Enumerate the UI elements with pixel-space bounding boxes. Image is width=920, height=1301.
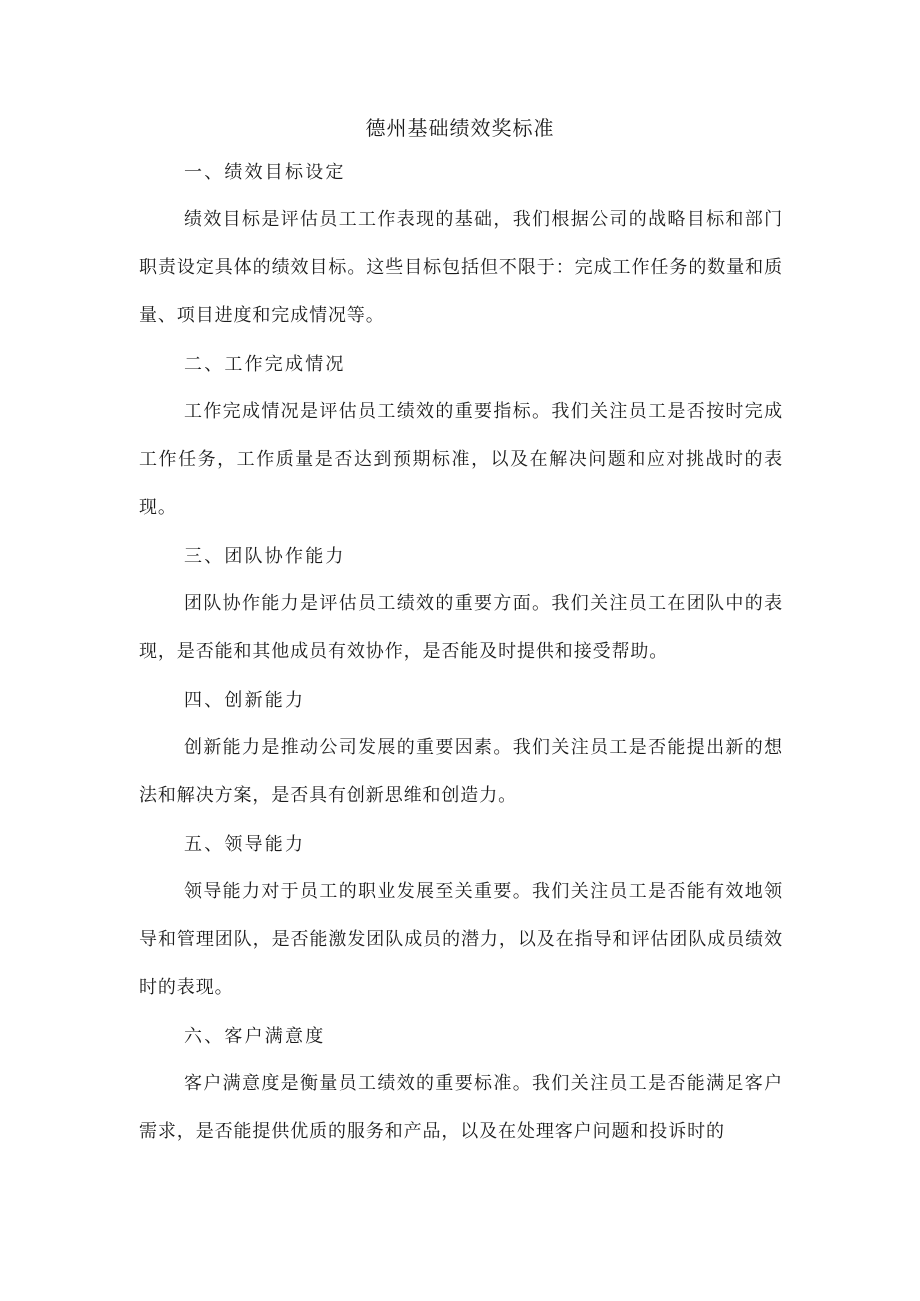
section-heading-2: 二、工作完成情况 [184, 354, 346, 375]
section-body-5: 领导能力对于员工的职业发展至关重要。我们关注员工是否能有效地领导和管理团队，是否能激发团队成员的潜力，以及在指导和评估团队成员绩效时的表现。 [139, 881, 783, 998]
section-heading-1: 一、绩效目标设定 [184, 162, 346, 183]
section-body-6: 客户满意度是衡量员工绩效的重要标准。我们关注员工是否能满足客户需求，是否能提供优质的服务和产品，以及在处理客户问题和投诉时的 [139, 1073, 783, 1142]
section-body-3: 团队协作能力是评估员工绩效的重要方面。我们关注员工在团队中的表现，是否能和其他成员有效协作，是否能及时提供和接受帮助。 [139, 593, 783, 662]
section-heading-4: 四、创新能力 [184, 690, 306, 711]
section-heading-3: 三、团队协作能力 [184, 546, 346, 567]
document-title: 德州基础绩效奖标准 [365, 116, 555, 140]
section-body-1: 绩效目标是评估员工工作表现的基础，我们根据公司的战略目标和部门职责设定具体的绩效目标。这些目标包括但不限于：完成工作任务的数量和质量、项目进度和完成情况等。 [139, 209, 783, 326]
section-heading-6: 六、客户满意度 [184, 1026, 326, 1047]
section-body-2: 工作完成情况是评估员工绩效的重要指标。我们关注员工是否按时完成工作任务，工作质量是否达到预期标准，以及在解决问题和应对挑战时的表现。 [139, 401, 783, 518]
section-heading-5: 五、领导能力 [184, 834, 306, 855]
section-body-4: 创新能力是推动公司发展的重要因素。我们关注员工是否能提出新的想法和解决方案，是否具有创新思维和创造力。 [139, 737, 783, 806]
